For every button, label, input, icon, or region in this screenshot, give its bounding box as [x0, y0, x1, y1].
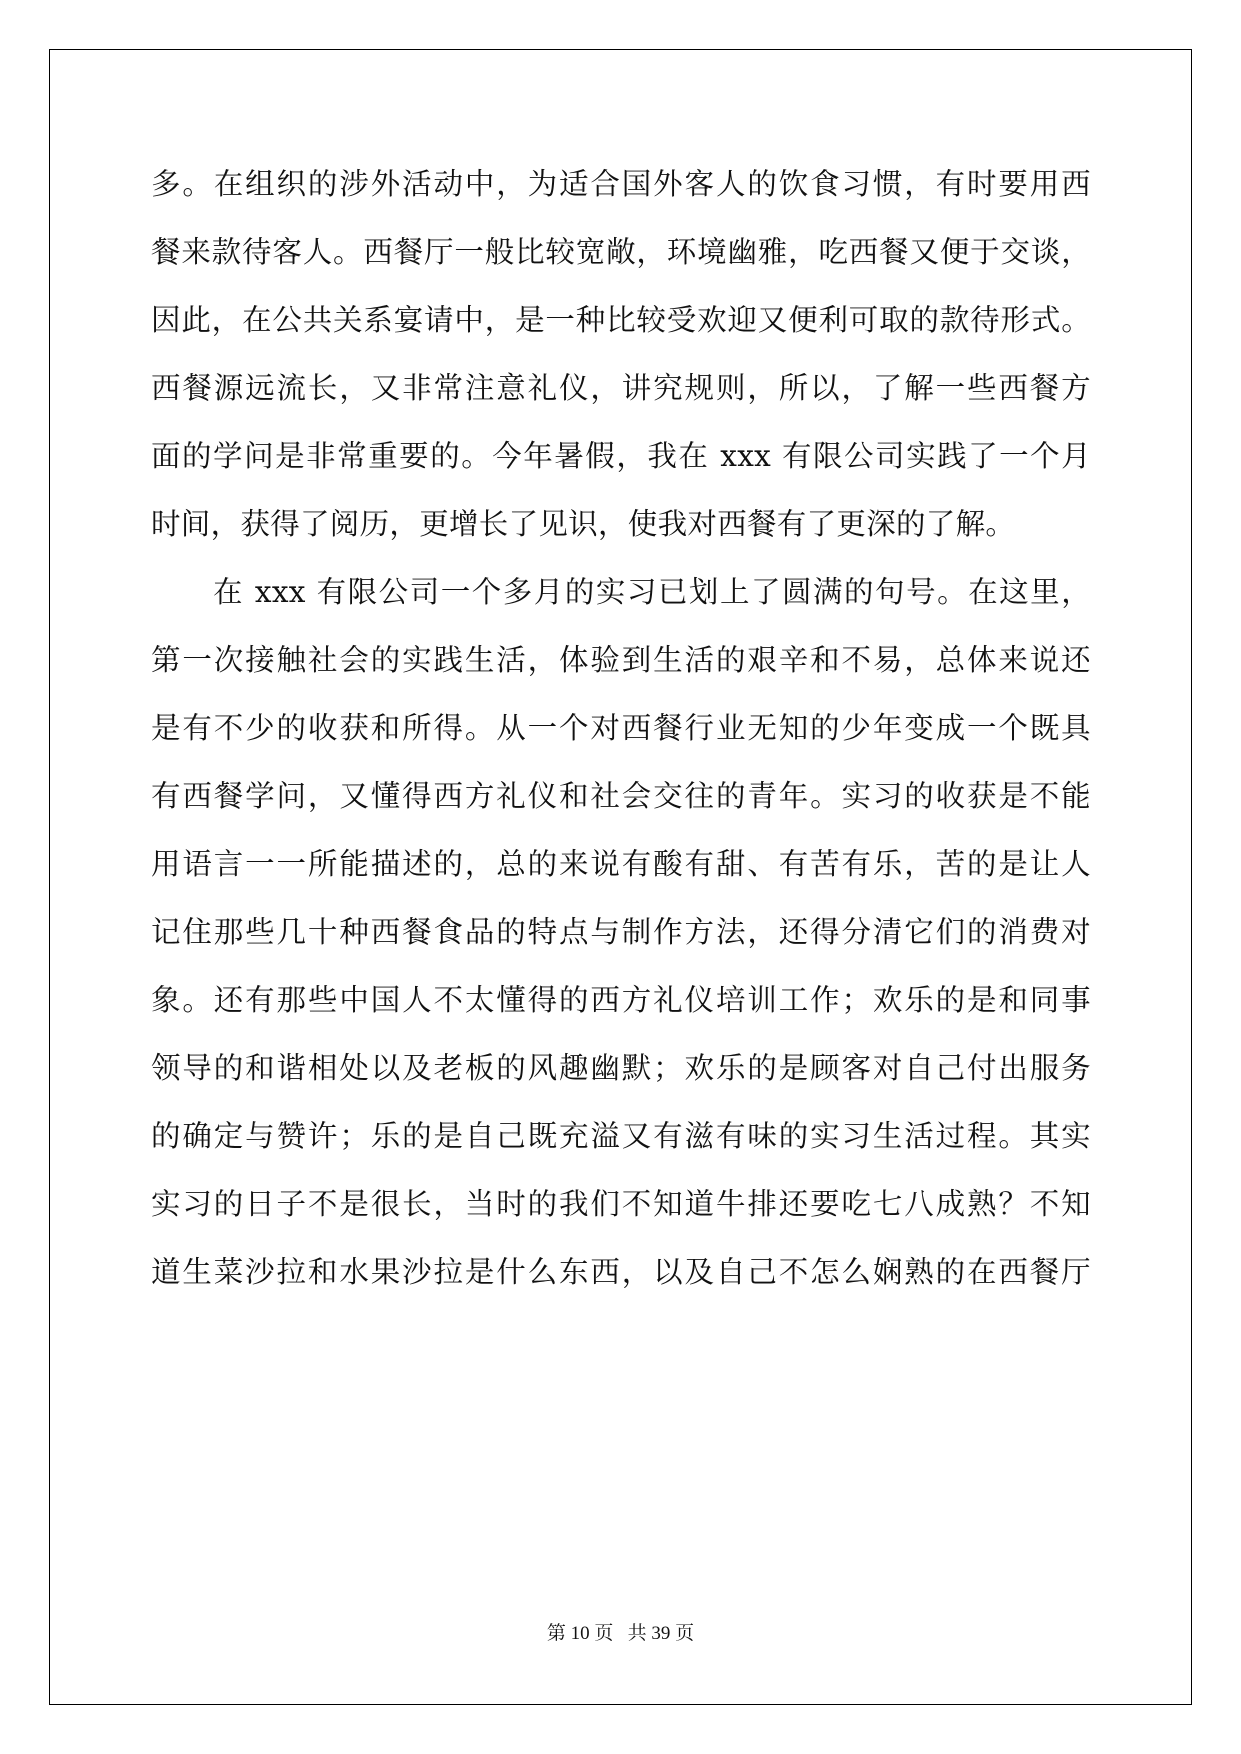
page-number: 第 10 页 [546, 1623, 614, 1644]
paragraph-line: 是有不少的收获和所得。从一个对西餐行业无知的少年变成一个既具 [151, 711, 1091, 745]
paragraph-line: 记住那些几十种西餐食品的特点与制作方法，还得分清它们的消费对 [151, 915, 1091, 949]
paragraph-line: 面的学问是非常重要的。今年暑假，我在 xxx 有限公司实践了一个月 [151, 439, 1091, 473]
paragraph-line: 在 xxx 有限公司一个多月的实习已划上了圆满的句号。在这里， [213, 575, 1091, 609]
paragraph-line: 有西餐学问，又懂得西方礼仪和社会交往的青年。实习的收获是不能 [151, 779, 1091, 813]
paragraph-line: 因此，在公共关系宴请中，是一种比较受欢迎又便利可取的款待形式。 [151, 303, 1091, 337]
paragraph-line: 多。在组织的涉外活动中，为适合国外客人的饮食习惯，有时要用西 [151, 167, 1091, 201]
paragraph-line: 的确定与赞许；乐的是自己既充溢又有滋有味的实习生活过程。其实 [151, 1119, 1091, 1153]
paragraph-line: 西餐源远流长，又非常注意礼仪，讲究规则，所以，了解一些西餐方 [151, 371, 1091, 405]
paragraph-line: 领导的和谐相处以及老板的风趣幽默；欢乐的是顾客对自己付出服务 [151, 1051, 1091, 1085]
page-footer [0, 1618, 1241, 1645]
paragraph-line: 象。还有那些中国人不太懂得的西方礼仪培训工作；欢乐的是和同事 [151, 983, 1091, 1017]
paragraph-line: 实习的日子不是很长，当时的我们不知道牛排还要吃七八成熟？不知 [151, 1187, 1091, 1221]
paragraph-line: 道生菜沙拉和水果沙拉是什么东西，以及自己不怎么娴熟的在西餐厅 [151, 1255, 1091, 1289]
paragraph-line: 餐来款待客人。西餐厅一般比较宽敞，环境幽雅，吃西餐又便于交谈， [151, 235, 1091, 269]
paragraph-line: 用语言一一所能描述的，总的来说有酸有甜、有苦有乐，苦的是让人 [151, 847, 1091, 881]
paragraph-line: 第一次接触社会的实践生活，体验到生活的艰辛和不易，总体来说还 [151, 643, 1091, 677]
document-body [151, 150, 1091, 1306]
page-total: 共 39 页 [627, 1623, 695, 1644]
paragraph-line: 时间，获得了阅历，更增长了见识，使我对西餐有了更深的了解。 [151, 507, 1016, 541]
